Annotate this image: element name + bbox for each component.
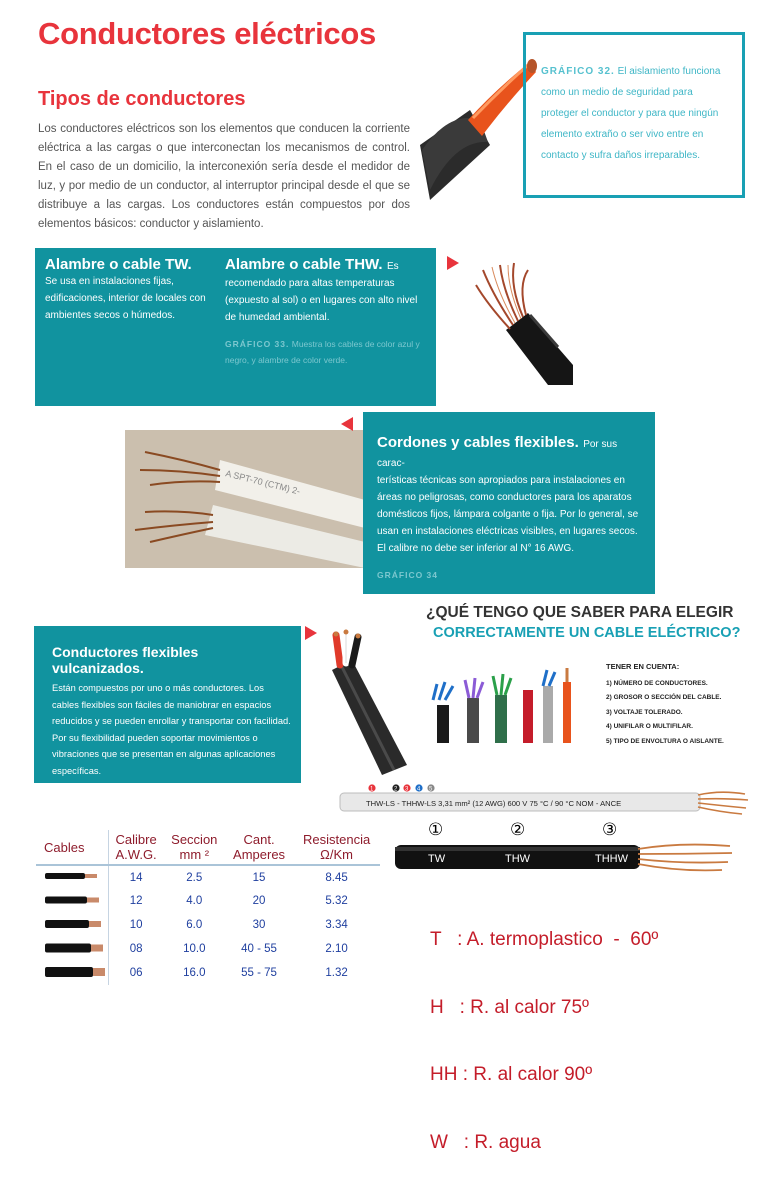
page-title: Conductores eléctricos: [38, 16, 376, 51]
spec-marker-number: 5: [429, 786, 433, 793]
table-row: [36, 865, 380, 889]
wire-thumb-icon: [39, 915, 105, 933]
tener-en-cuenta: [606, 660, 724, 749]
wire-thumb-icon: [39, 867, 105, 885]
tw-thw-panel: [35, 248, 436, 406]
header-calibre: Calibre A.W.G.: [108, 830, 164, 865]
multicore-cable-image: [322, 625, 412, 775]
wire-thumb-icon: [39, 963, 105, 981]
vulcanizados-text: Están compuestos por uno o más conductores. Los cables flexibles son fáciles de maniobrar en espacios reducidos y se pueden enrollar y transportar con facilidad. Por su flexibilidad pueden soportar movimientos o vibraciones que se presentan en algunas aplicaciones específicas.: [52, 683, 291, 776]
tener-item: 2) GROSOR O SECCIÓN DEL CABLE.: [606, 694, 722, 701]
spec-marker-number: 2: [394, 786, 398, 793]
wire-label-thw: THW: [505, 853, 531, 865]
wire-number-3: ③: [602, 820, 618, 839]
seccion-cell: 10.0: [183, 943, 206, 955]
thw-text: recomendado para altas temperaturas (expuesto al sol) o en lugares con alto nivel de humedad ambiental.: [225, 278, 418, 323]
cordones-text: terísticas técnicas son apropiados para instalaciones en áreas no peligrosas, como conductores para los aparatos domésticos fijos, lámpara colgante o fija. Por lo general, se usan en instalaciones eléctricas visibles, en lugares secos. El calibre no debe ser inferior al N° 16 AWG.: [377, 475, 639, 554]
cable-spec-table: [36, 830, 380, 985]
seccion-cell: 6.0: [186, 919, 203, 931]
table-header-row: [36, 830, 380, 865]
cordones-block: [377, 434, 645, 583]
resistencia-cell: 1.32: [325, 967, 348, 979]
header-seccion: Seccion mm ²: [164, 830, 225, 865]
resistencia-cell: 5.32: [325, 895, 348, 907]
table-row: [36, 937, 380, 961]
calibre-cell: 12: [108, 889, 164, 913]
tener-item: 4) UNIFILAR O MULTIFILAR.: [606, 723, 693, 730]
vulcanizados-panel: [34, 626, 301, 783]
amperes-cell: 30: [252, 919, 266, 931]
spec-marker-number: 3: [405, 786, 409, 793]
calibre-cell: 06: [108, 961, 164, 985]
pointer-marker: [305, 626, 317, 640]
cordones-title: Cordones y cables flexibles.: [377, 434, 579, 451]
grafico-32-caption-box: [523, 32, 745, 198]
legend-code: HH: [430, 1064, 458, 1085]
wire-code-legend: [430, 884, 658, 1177]
tener-item: 3) VOLTAJE TOLERADO.: [606, 708, 683, 716]
cable-thumbnail: [36, 913, 108, 937]
tener-item: 5) TIPO DE ENVOLTURA O AISLANTE.: [606, 737, 724, 745]
legend-line: [430, 929, 658, 952]
cable-thumbnail: [36, 961, 108, 985]
thw-title: Alambre o cable THW.: [225, 256, 383, 273]
grafico-34-label: GRÁFICO 34: [377, 570, 439, 580]
legend-text: : A. termoplastico - 60º: [457, 929, 659, 950]
cord-print-text: A SPT-70 (CTM) 2-: [224, 468, 302, 497]
legend-line: [430, 997, 658, 1020]
wire-number-1: ①: [428, 820, 444, 839]
tw-text: Se usa en instalaciones fijas, edificaciones, interior de locales con ambientes secos o húmedos.: [45, 276, 206, 321]
grafico-33-text: Muestra los cables de color azul y negro, y alambre de color verde.: [225, 339, 420, 365]
wire-thumb-icon: [39, 939, 105, 957]
grafico-33-label: GRÁFICO 33.: [225, 339, 290, 349]
tw-title: Alambre o cable TW.: [45, 256, 192, 273]
cable-samples-image: [425, 660, 605, 750]
calibre-cell: 08: [108, 937, 164, 961]
grafico-32-text: El aislamiento funciona como un medio de seguridad para proteger el conductor y para que ningún elemento extraño o ser vivo entre en contacto y sufra daños irreparables.: [541, 66, 721, 161]
grafico-34-caption: [377, 567, 645, 583]
seccion-cell: 4.0: [186, 895, 203, 907]
thw-block: [225, 256, 425, 368]
header-cables: Cables: [36, 830, 108, 865]
vulcanizados-block: [52, 644, 292, 779]
legend-code: W: [430, 1131, 459, 1153]
spec-marker-number: 1: [370, 786, 374, 793]
header-resistencia: Resistencia Ω/Km: [293, 830, 380, 865]
cable-thumbnail: [36, 865, 108, 889]
question-line-1: ¿QUÉ TENGO QUE SABER PARA ELEGIR: [426, 604, 734, 621]
grafico-33-caption: [225, 336, 425, 368]
insulated-wire-image: [410, 50, 540, 210]
header-amperes: Cant. Amperes: [225, 830, 293, 865]
resistencia-cell: 8.45: [325, 871, 348, 884]
legend-text: : R. al calor 90º: [462, 1064, 593, 1085]
calibre-cell: 10: [108, 913, 164, 937]
wire-label-thhw: THHW: [595, 853, 628, 865]
flexible-cord-photo: [125, 430, 365, 568]
cable-spec-text: THW-LS - THHW-LS 3,31 mm² (12 AWG) 600 V 75 °C / 90 °C NOM - ANCE: [366, 799, 622, 808]
amperes-cell: 15: [252, 871, 266, 884]
tener-item: 1) NÚMERO DE CONDUCTORES.: [606, 679, 708, 687]
wire-thumb-icon: [39, 891, 105, 909]
resistencia-cell: 2.10: [325, 943, 348, 955]
amperes-cell: 20: [252, 895, 266, 907]
amperes-cell: 40 - 55: [241, 943, 277, 955]
legend-text: : R. al calor 75º: [459, 996, 589, 1018]
legend-code: H: [430, 996, 455, 1018]
seccion-cell: 2.5: [186, 871, 203, 884]
wire-label-tw: TW: [428, 853, 446, 865]
table-row: [36, 961, 380, 985]
tw-block: [45, 256, 213, 324]
cable-thumbnail: [36, 889, 108, 913]
calibre-cell: 14: [108, 865, 164, 889]
copper-strand-wire-image: [448, 255, 573, 385]
legend-code: T: [430, 929, 452, 950]
resistencia-cell: 3.34: [325, 919, 348, 931]
table-row: [36, 889, 380, 913]
legend-line: [430, 1064, 658, 1087]
question-line-2: CORRECTAMENTE UN CABLE ELÉCTRICO?: [433, 625, 741, 641]
vulcanizados-title: Conductores flexibles vulcanizados.: [52, 644, 199, 676]
wire-number-2: ②: [510, 820, 526, 839]
table-row: [36, 913, 380, 937]
amperes-cell: 55 - 75: [241, 967, 277, 979]
legend-line: [430, 1132, 658, 1155]
cable-thumbnail: [36, 937, 108, 961]
legend-text: : R. agua: [463, 1131, 541, 1153]
spec-marker-number: 4: [417, 786, 421, 793]
cordones-panel: [363, 412, 655, 594]
seccion-cell: 16.0: [183, 967, 206, 979]
cordones-text-lead: Por sus carac-: [377, 439, 618, 469]
thw-text-lead: Es: [387, 261, 399, 272]
pointer-marker: [341, 417, 353, 431]
grafico-32-label: GRÁFICO 32.: [541, 66, 615, 77]
section-subtitle: Tipos de conductores: [38, 88, 246, 110]
intro-paragraph: Los conductores eléctricos son los elementos que conducen la corriente eléctrica a las cargas o que interconectan los mecanismos de control. En el caso de un domicilio, la interconexión sería desde el medidor de luz, y por medio de un conductor, al interruptor principal desde el que se distribuye a las cargas. Los conductores están compuestos por dos elementos básicos: conductor y aislamiento.: [38, 123, 410, 230]
cable-strip-drawing: [340, 780, 750, 820]
cable-spec-strip: [340, 780, 750, 820]
flexible-cord-drawing: [125, 430, 365, 568]
tener-title: TENER EN CUENTA:: [606, 662, 680, 671]
wire-types-image: [390, 820, 735, 880]
